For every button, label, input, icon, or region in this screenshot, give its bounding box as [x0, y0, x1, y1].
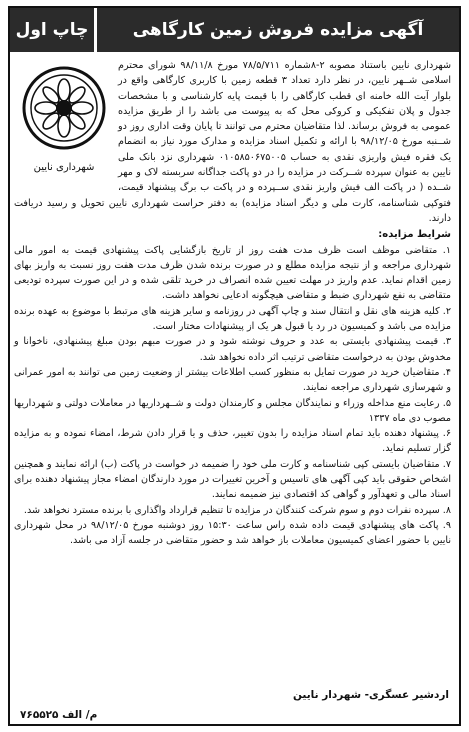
- condition-item: ۲. کلیه هزینه های نقل و انتقال سند و چاپ آگهی در روزنامه و سایر هزینه های مرتبط با موضوع به عهده برنده مزایده می باشد و کمیسیون در رد یا قبول هر یک از پیشنهادات مختار است.: [14, 305, 451, 333]
- condition-item: ۴. متقاضیان خرید در صورت تمایل به منظور کسب اطلاعات بیشتر از وضعیت زمین می توانند به امور عمرانی و شهرسازی شهرداری مراجعه نمایند.: [14, 366, 451, 394]
- condition-item: ۸. سپرده نفرات دوم و سوم شرکت کنندگان در مزایده تا تنظیم قرارداد واگذاری با برنده مسترد نخواهد شد.: [23, 504, 451, 516]
- advertisement-body: [14, 58, 451, 549]
- condition-item: ۱. متقاضی موظف است ظرف مدت هفت روز از تاریخ بازگشایی پاکت پیشنهادی قیمت به امور مالی شهرداری مراجعه و از نتیجه مزایده مطلع و در صورت برنده شدن ظرف مدت هفت روز نسبت به واریز بهای زمین اقدام نماید. عدم واریز در مهلت تعیین شده انصراف در خرید تلقی شده و در این صورت سپرده تودیعی متقاضی به نفع شهرداری ضبط و متقاضی هیچگونه ادعایی نخواهد داشت.: [14, 244, 451, 302]
- condition-item: ۶. پیشنهاد دهنده باید تمام اسناد مزایده را بدون تغییر، حذف و یا قرار دادن شرط، امضاء نموده و به مزایده گزار تسلیم نماید.: [14, 428, 451, 455]
- condition-item: ۷. متقاضیان بایستی کپی شناسنامه و کارت ملی خود را ضمیمه در خواست در پاکت (ب) ارائه نمایند و همچنین اشخاص حقوقی باید کپی آگهی های تاسیس و آخرین تغییرات در مورد دارندگان امضاء مجاز پیشنهاد دهنده برای اسناد مالی و تعهدآور و گواهی کد اقتصادی نیز ضمیمه نمایند.: [14, 458, 451, 501]
- intro-paragraph: شهرداری نایین باستناد مصوبه ۲-۸شماره ۷۸/۵/۷۱۱ مورخ ۹۸/۱۱/۸ شورای محترم اسلامی شــهر نایین، در نظر دارد تعداد ۳ قطعه زمین با کاربری کارگاهی واقع در بلوار آیت الله خامنه ای قطب کارگاهی را با قیمت پایه کارشناسی و با مشخصات جدول و پلان تفکیکی و کروکی محل که به پیوست می باشد را از طریق مزایده عمومی به فروش برساند. لذا متقاضیان محترم می توانند تا پایان وقت اداری روز دو شــنبه مورخ ۹۸/۱۲/۰۵ با ارائه و تکمیل اسناد مزایده و مدارک مورد نیاز به انضمام یک فقره فیش واریزی نقدی به حساب ۰۱۰۵۸۵۰۶۷۵۰۰۵ شهرداری نزد بانک ملی نایین به عنوان سپرده شــرکت در مزایده را در دو پاکت جداگانه سربسته لاک و مهر شــده ( در پاکت الف فیش واریز نقدی ســپرده و در پاکت ب برگ پیشنهاد قیمت، فتوکپی شناسنامه، کارت ملی و دیگر اسناد مزایده) به دفتر حراست شهرداری نایین تحویل و رسید دریافت دارند.: [14, 60, 451, 224]
- condition-item: ۵. رعایت منع مداخله وزراء و نمایندگان مجلس و کارمندان دولت و شــهرداریها در معاملات دولتی و شهرداریها مصوب دی ماه ۱۳۳۷: [14, 397, 451, 424]
- edition-badge: چاپ اول: [10, 8, 94, 52]
- condition-item: ۳. قیمت پیشنهادی بایستی به عدد و حروف نوشته شود و در صورت مبهم بودن مبلغ پیشنهادی، ناخوانا و مخدوش بودن به درخواست متقاضی ترتیب اثر داده نخواهد شد.: [14, 336, 451, 363]
- page-title: آگهی مزایده فروش زمین کارگاهی: [94, 8, 459, 52]
- signature-line: اردشیر عسگری- شهردار نایین: [292, 689, 449, 701]
- ad-code: ۷۶۵۵۲۵ م/ الف: [20, 709, 98, 721]
- header-bar: [10, 8, 459, 52]
- condition-item: ۹. پاکت های پیشنهادی قیمت داده شده راس ساعت ۱۵:۳۰ روز دوشنبه مورخ ۹۸/۱۲/۰۵ در محل شهرداری نایین با حضور اعضای کمیسیون معاملات باز خواهد شد و حضور متقاضی در جلسه آزاد می باشد.: [14, 519, 451, 547]
- logo-caption: شهرداری نایین: [33, 162, 95, 173]
- conditions-heading: شرایط مزایده:: [378, 229, 451, 241]
